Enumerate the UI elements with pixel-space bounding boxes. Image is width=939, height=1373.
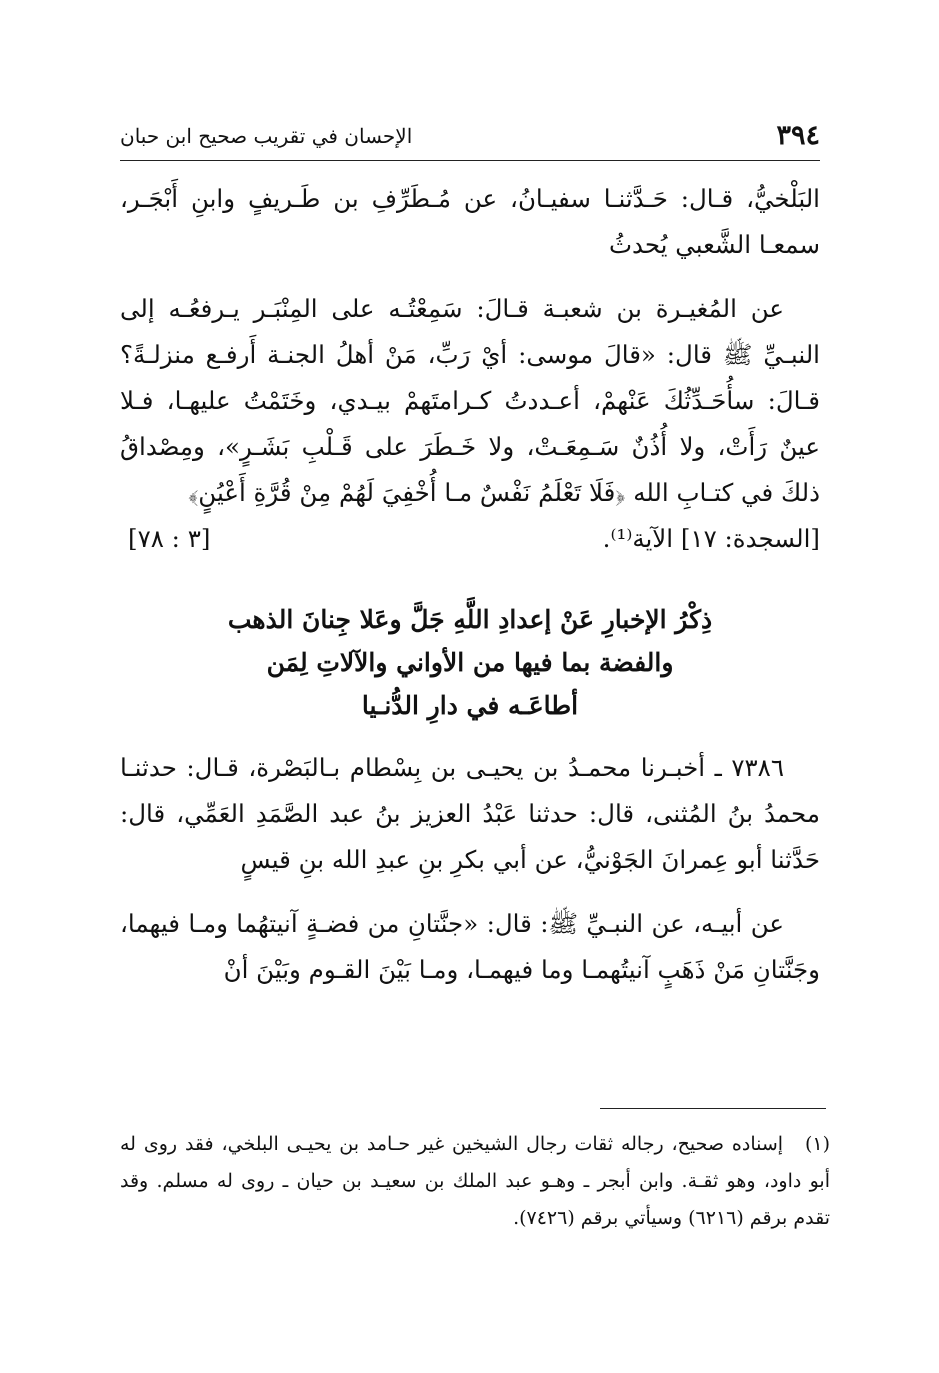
footnotes <box>120 1126 830 1237</box>
isnad-text: ٧٣٨٦ ـ أخبـرنا محمـدُ بن يحيـى بن بِسْطام بـالبَصْرة، قـال: حدثنـا محمدُ بنُ المُثنى، قال: حدثنا عَبْدُ العزيز بنُ عبد الصَّمَدِ العَمِّي، قال: حَدَّثنا أبو عِمرانَ الجَوْنيُّ، عن أبي بكرِ بنِ عبدِ الله بنِ قيسٍ <box>120 753 820 874</box>
cross-reference: [٣ : ٧٨] <box>128 524 211 553</box>
heading-line-3: أطاعَـه في دارِ الدُّنـيا <box>361 691 579 720</box>
footnote-text: إسناده صحيح، رجاله ثقات رجال الشيخين غير حـامد بن يحيـى البلخي، فقد روى له أبو داود، وهو ثقـة. وابن أبجر ـ وهـو عبد الملك بن سعيـد بن حيان ـ روى له مسلم. وقد تقدم برقم (٦٢١٦) وسيأتي برقم (٧٤٢٦). <box>120 1133 830 1229</box>
page-number: ٣٩٤ <box>776 120 820 151</box>
page-header <box>120 118 820 158</box>
header-rule <box>120 160 820 161</box>
opening-lines: البَلْخيُّ، قـال: حَـدَّثنـا سفيـانُ، عن مُـطَرِّفِ بن طَـريفٍ وابنِ أَبْجَـر، سمعـا الشَّعبي يُحدثُ <box>120 184 820 259</box>
main-text <box>120 176 820 993</box>
hadith-text: عن المُغيـرة بن شعبـة قـالَ: سَمِعْتُـه على المِنْبَـر يـرفعُـه إلى النبـيِّ ﷺ قال: «قالَ موسى: أيْ رَبِّ، مَنْ أهلُ الجنـة أَرفـع منزلـةً؟ قـالَ: سأُحَـدِّثُكَ عَنْهمْ، أعـددتُ كـرامتَهمْ بيـدي، وخَتَمْتُ عليهـا، فـلا عينٌ رَأَتْ، ولا أُذُنٌ سَـمِعَـتْ، ولا خَـطَرَ على قَـلْبِ بَشَـرٍ»، ومِصْداقُ ذلكَ في كتـابِ الله ﴿فَلَا تَعْلَمُ نَفْسٌ مـا أُخْفِيَ لَهُمْ مِنْ قُرَّةِ أَعْيُنٍ﴾ <box>120 294 820 507</box>
matn-text: عن أبيـه، عن النبـيِّ ﷺ: قال: «جنَّتانِ من فضـةٍ آنيتهُما ومـا فيهما، وجَنَّتانِ مَنْ ذَهَبٍ آنيتُهمـا وما فيهمـا، ومـا بَيْنَ القـوم وبَيْنَ أنْ <box>120 909 820 984</box>
quran-citation: [السجدة: ١٧] الآية⁽¹⁾. <box>602 524 820 553</box>
paragraph-gap <box>120 883 820 901</box>
footnote-rule <box>600 1108 826 1109</box>
footnote-marker: (١) <box>804 1133 830 1155</box>
citation-line <box>120 516 820 562</box>
running-title: الإحسان في تقريب صحيح ابن حبان <box>120 124 413 148</box>
chapter-heading <box>120 598 820 727</box>
heading-line-1: ذِكْرُ الإخبارِ عَنْ إعدادِ اللَّهِ جَلَّ وعَلا جِنانَ الذهب <box>227 605 713 634</box>
section-gap <box>120 562 820 598</box>
paragraph-gap <box>120 727 820 745</box>
paragraph-gap <box>120 268 820 286</box>
heading-line-2: والفضة بما فيها من الأواني والآلاتِ لِمَن <box>266 648 674 677</box>
footnote <box>120 1126 830 1237</box>
